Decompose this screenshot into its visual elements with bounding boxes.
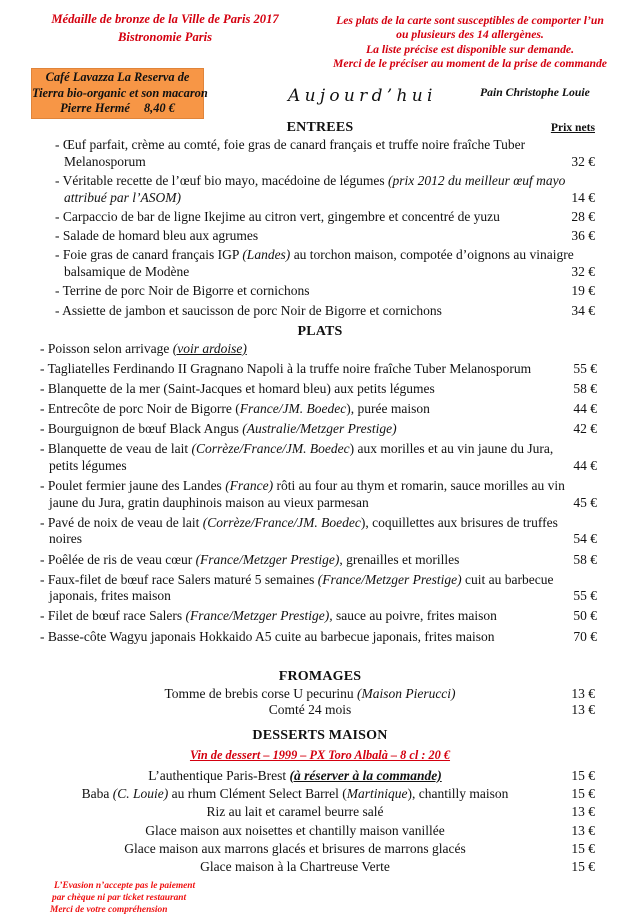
- allergen-line: Merci de le préciser au moment de la prise de commande: [333, 57, 607, 71]
- payment-notice-line: L’Evasion n’accepte pas le paiement: [54, 881, 196, 891]
- coffee-offer-price: 8,40 €: [143, 101, 175, 115]
- coffee-offer-box: [31, 68, 208, 119]
- menu-item-description: [37, 361, 574, 378]
- fromages-header-row: [0, 667, 640, 686]
- menu-item: [0, 401, 640, 421]
- dish-origin-note: (France/Metzger Prestige): [317, 571, 462, 587]
- menu-item: [0, 803, 640, 821]
- dish-name: - Blanquette de veau de lait: [40, 441, 192, 457]
- dish-origin-note: France/JM. Boedec: [239, 400, 347, 416]
- dish-details: sauce au poivre, frites maison: [332, 608, 497, 624]
- dish-details: ), coquillettes aux brisures de truffes noires: [49, 514, 558, 547]
- dish-details: rôti au four au thym et romarin, sauce morilles au vin jaune du Jura, gratin dauphinois maison au vieux parmesan: [49, 477, 565, 510]
- dish-origin-note: (France/Metzger Prestige): [195, 551, 340, 567]
- menu-item: [0, 283, 640, 302]
- dish-name: - Poisson selon arrivage: [40, 340, 173, 356]
- menu-item-price: 28 €: [571, 208, 595, 224]
- menu-item-description: [37, 572, 574, 605]
- menu-item-price: 50 €: [573, 608, 597, 624]
- dish-origin-note: (France/Metzger Prestige),: [185, 608, 333, 624]
- menu-item-description: [52, 247, 584, 281]
- menu-item-description: [37, 629, 574, 646]
- menu-item-description: [70, 840, 520, 858]
- dish-name: - Véritable recette de l’œuf bio mayo, macédoine de légumes: [55, 172, 388, 188]
- menu-item-description: [37, 401, 574, 418]
- section-title-entrees: ENTREES: [286, 120, 354, 135]
- dish-name: - Faux-filet de bœuf race Salers maturé 5 semaines: [40, 571, 318, 587]
- menu-item: [0, 361, 640, 381]
- section-title-plats: PLATS: [297, 323, 343, 339]
- dish-name: - Basse-côte Wagyu japonais Hokkaido A5 cuite au barbecue japonais, frites maison: [40, 628, 495, 644]
- plats-header-row: [0, 322, 640, 341]
- dish-origin-note: (Maison Pierucci): [356, 685, 456, 701]
- dish-details: cuit au barbecue japonais, frites maison: [49, 571, 554, 604]
- dish-origin-note: (voir ardoise): [172, 340, 247, 356]
- menu-item-price: 70 €: [573, 628, 597, 644]
- menu-item-price: 54 €: [573, 531, 597, 547]
- allergen-notice: [300, 14, 640, 72]
- dish-details: ), purée maison: [346, 400, 430, 416]
- plats-list: [0, 341, 640, 649]
- section-title-fromages: FROMAGES: [278, 668, 362, 684]
- menu-item-price: 44 €: [573, 400, 597, 416]
- menu-item-description: [52, 228, 584, 245]
- entrees-header-row: [0, 118, 640, 137]
- menu-item-price: 58 €: [573, 380, 597, 396]
- fromages-list: [0, 686, 640, 718]
- dish-name: - Tagliatelles Ferdinando II Gragnano Napoli à la truffe noire fraîche Tuber Melanosporum: [40, 360, 532, 376]
- menu-item-price: 15 €: [571, 767, 595, 783]
- dish-origin-note: Martinique: [346, 785, 408, 801]
- dish-name: - Œuf parfait, crème au comté, foie gras de canard français et truffe noire fraîche Tuber Melanosporum: [55, 137, 526, 169]
- menu-item-description: [37, 381, 574, 398]
- dish-name: Glace maison à la Chartreuse Verte: [200, 859, 390, 875]
- menu-item: [0, 173, 640, 209]
- menu-item-description: [37, 515, 574, 548]
- dish-name: - Poêlée de ris de veau cœur: [40, 551, 196, 567]
- dish-origin-note: (France): [225, 477, 274, 493]
- menu-item-price: 15 €: [571, 859, 595, 875]
- menu-item: [0, 858, 640, 876]
- menu-item-description: [70, 767, 520, 785]
- dish-name: Comté 24 mois: [268, 701, 352, 717]
- menu-item-price: 19 €: [571, 283, 595, 299]
- payment-notice-line: Merci de votre compréhension: [50, 905, 168, 916]
- dish-name: - Filet de bœuf race Salers: [40, 608, 186, 624]
- menu-item: [0, 629, 640, 649]
- menu-item-description: [70, 822, 520, 840]
- dish-name: - Pavé de noix de veau de lait: [40, 514, 203, 530]
- page-title: Aujourd’hui: [288, 86, 437, 106]
- menu-item-price: 36 €: [571, 228, 595, 244]
- dish-origin-note: (à réserver à la commande): [289, 767, 442, 783]
- bread-note: Pain Christophe Louie: [480, 86, 590, 99]
- menu-item-description: [160, 686, 460, 702]
- menu-item: [0, 381, 640, 401]
- menu-item-price: 13 €: [571, 804, 595, 820]
- payment-notice: [40, 880, 250, 917]
- dish-origin-note: (C. Louie): [112, 785, 169, 801]
- menu-item-description: [37, 608, 574, 625]
- spacer: [0, 718, 640, 726]
- menu-item: [0, 247, 640, 283]
- award-notice: [0, 10, 330, 46]
- menu-item-description: [52, 173, 584, 207]
- menu-item: [0, 686, 640, 702]
- menu-item-description: [37, 478, 574, 511]
- coffee-offer-line: Tierra bio-organic et son macaron: [32, 85, 208, 100]
- menu-item-price: 42 €: [573, 421, 597, 437]
- menu-item: [0, 137, 640, 173]
- menu-item-price: 32 €: [571, 264, 595, 280]
- coffee-offer-brand: Pierre Hermé: [60, 101, 130, 115]
- dish-name: - Entrecôte de porc Noir de Bigorre (: [40, 400, 240, 416]
- dish-name: Riz au lait et caramel beurre salé: [206, 804, 384, 820]
- award-line: Médaille de bronze de la Ville de Paris 2017: [51, 12, 279, 26]
- menu-item: [0, 840, 640, 858]
- entrees-list: [0, 137, 640, 322]
- menu-item: [0, 303, 640, 322]
- menu-item: [0, 702, 640, 718]
- menu-item-description: [160, 702, 460, 718]
- menu-item: [0, 552, 640, 572]
- dish-name: Glace maison aux noisettes et chantilly maison vanillée: [145, 822, 445, 838]
- menu-item: [0, 767, 640, 785]
- menu-item: [0, 341, 640, 361]
- menu-item: [0, 228, 640, 247]
- dish-name: - Blanquette de la mer (Saint-Jacques et homard bleu) aux petits légumes: [40, 380, 435, 396]
- menu-item-description: [52, 283, 584, 300]
- dish-name: - Foie gras de canard français IGP: [55, 247, 243, 263]
- menu-item-description: [52, 137, 584, 171]
- dish-name: - Poulet fermier jaune des Landes: [40, 477, 226, 493]
- menu-item-price: 13 €: [571, 822, 595, 838]
- dish-name: Tomme de brebis corse U pecurinu: [164, 685, 357, 701]
- allergen-line: Les plats de la carte sont susceptibles de comporter l’un: [336, 14, 604, 27]
- menu-item-description: [52, 303, 584, 320]
- coffee-offer-line: Café Lavazza La Reserva de: [45, 70, 190, 84]
- award-subline: Bistronomie Paris: [117, 30, 213, 44]
- menu-item-price: 34 €: [571, 302, 595, 318]
- allergen-line: ou plusieurs des 14 allergènes.: [396, 28, 544, 42]
- dessert-wine-offer: Vin de dessert – 1999 – PX Toro Albalà – 8 cl : 20 €: [189, 747, 451, 762]
- dish-origin-note: (Corrèze/France/JM. Boedec: [202, 514, 361, 530]
- price-column-header: Prix nets: [550, 121, 595, 134]
- dish-name: - Salade de homard bleu aux agrumes: [55, 228, 259, 244]
- menu-item: [0, 478, 640, 515]
- dish-name: Baba: [81, 785, 113, 801]
- menu-item-price: 55 €: [573, 588, 597, 604]
- menu-item-price: 45 €: [573, 494, 597, 510]
- dish-origin-note: (Corrèze/France/JM. Boedec: [191, 441, 350, 457]
- dish-name: - Assiette de jambon et saucisson de porc Noir de Bigorre et cornichons: [55, 302, 442, 318]
- dish-name: L’authentique Paris-Brest: [148, 767, 290, 783]
- menu-item: [0, 822, 640, 840]
- menu-item-price: 15 €: [571, 840, 595, 856]
- coffee-offer-line: [32, 101, 203, 117]
- menu-item-description: [37, 341, 574, 358]
- spacer: [0, 649, 640, 667]
- dish-details: au rhum Clément Select Barrel (: [168, 785, 347, 801]
- menu-item-price: 13 €: [571, 685, 595, 701]
- menu-item-price: 55 €: [573, 360, 597, 376]
- desserts-list: [0, 767, 640, 877]
- menu-item: [0, 608, 640, 628]
- menu-item-price: 13 €: [571, 701, 595, 717]
- section-title-desserts: DESSERTS MAISON: [252, 727, 388, 743]
- menu-item-description: [37, 441, 574, 474]
- dish-details: , grenailles et morilles: [339, 551, 460, 567]
- dish-name: Glace maison aux marrons glacés et brisures de marrons glacés: [124, 840, 466, 856]
- payment-notice-line: par chèque ni par ticket restaurant: [52, 893, 187, 904]
- menu-item: [0, 572, 640, 609]
- menu-item-price: 15 €: [571, 785, 595, 801]
- menu-body: [0, 118, 640, 876]
- menu-item-description: [37, 421, 574, 438]
- dish-origin-note: (prix 2012 du meilleur œuf mayo attribué par l’ASOM): [64, 172, 566, 205]
- menu-item-price: 14 €: [571, 189, 595, 205]
- menu-item-description: [37, 552, 574, 569]
- dish-details: au torchon maison, compotée d’oignons au vinaigre balsamique de Modène: [64, 247, 574, 280]
- menu-item: [0, 209, 640, 228]
- dish-name: - Bourguignon de bœuf Black Angus: [40, 421, 243, 437]
- menu-item-description: [70, 803, 520, 821]
- menu-item-description: [70, 858, 520, 876]
- dish-origin-note: (Landes): [242, 247, 291, 263]
- menu-item: [0, 785, 640, 803]
- menu-item-description: [52, 209, 584, 226]
- allergen-line: La liste précise est disponible sur demande.: [365, 42, 575, 56]
- menu-item: [0, 515, 640, 552]
- menu-item-description: [70, 785, 520, 803]
- dish-name: - Carpaccio de bar de ligne Ikejime au citron vert, gingembre et concentré de yuzu: [55, 208, 500, 224]
- dish-details: ), chantilly maison: [407, 785, 509, 801]
- dish-details: ) aux morilles et au vin jaune du Jura, petits légumes: [49, 441, 554, 473]
- menu-item-price: 44 €: [573, 457, 597, 473]
- menu-item-price: 32 €: [571, 153, 595, 169]
- dish-name: - Terrine de porc Noir de Bigorre et cornichons: [55, 283, 310, 299]
- dish-origin-note: (Australie/Metzger Prestige): [242, 421, 397, 437]
- desserts-header-row: [0, 726, 640, 745]
- menu-item-price: 58 €: [573, 551, 597, 567]
- menu-item: [0, 441, 640, 478]
- menu-item: [0, 421, 640, 441]
